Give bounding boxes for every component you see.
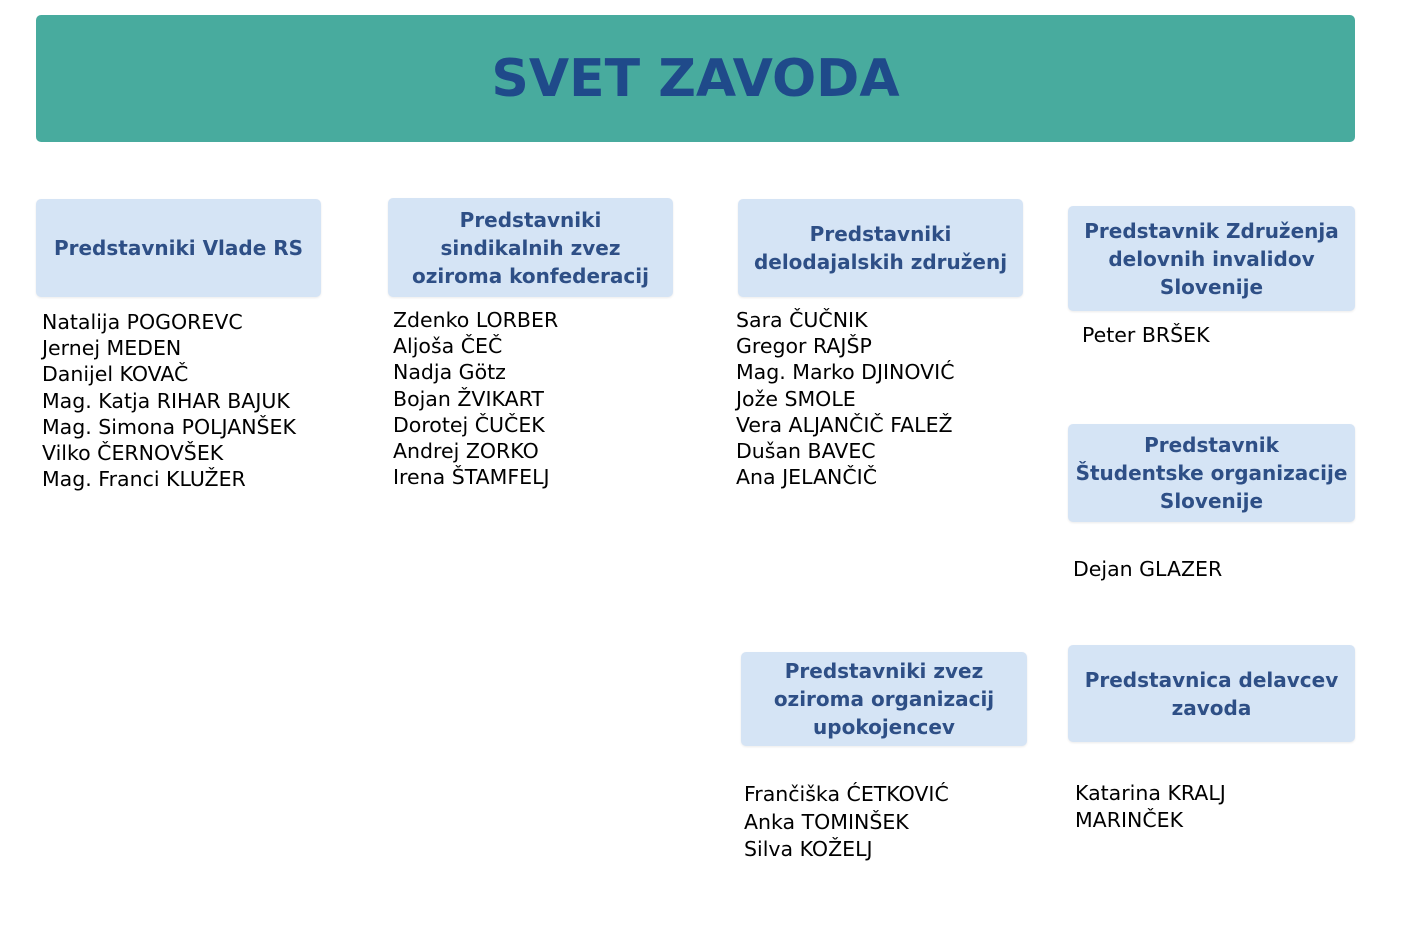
group-box-sindikati — [388, 198, 673, 297]
member-name: Jernej MEDEN — [42, 336, 182, 361]
member-name: Andrej ZORKO — [393, 439, 539, 464]
member-name: Dejan GLAZER — [1073, 557, 1223, 581]
group-box-studenti — [1068, 424, 1355, 522]
member-name: Dušan BAVEC — [736, 439, 876, 464]
member-name: Irena ŠTAMFELJ — [393, 465, 550, 490]
member-name: MARINČEK — [1075, 808, 1184, 832]
member-list-vlada — [42, 309, 296, 492]
group-heading-vlada: Predstavniki Vlade RS — [53, 236, 304, 260]
member-name: Vilko ČERNOVŠEK — [42, 441, 224, 466]
member-name: Jože SMOLE — [736, 386, 856, 411]
group-heading-delodajalci: Predstavniki delodajalskih združenj — [753, 222, 1008, 274]
member-list-sindikati — [393, 307, 558, 490]
member-list-upokojenci — [744, 781, 949, 864]
group-box-upokojenci — [741, 652, 1027, 746]
group-box-vlada — [36, 199, 321, 297]
member-name: Mag. Katja RIHAR BAJUK — [42, 388, 290, 413]
member-name: Vera ALJANČIČ FALEŽ — [736, 412, 953, 437]
group-heading-delavci: Predstavnica delavcev zavoda — [1084, 667, 1339, 720]
member-name: Anka TOMINŠEK — [744, 809, 909, 834]
group-heading-upokojenci: Predstavniki zvez oziroma organizacij upokojencev — [773, 659, 995, 739]
member-name: Danijel KOVAČ — [42, 362, 189, 387]
member-name: Aljoša ČEČ — [393, 334, 503, 359]
page-title: SVET ZAVODA — [491, 48, 900, 109]
member-list-delavci — [1075, 780, 1226, 834]
member-list-invalidi — [1082, 322, 1210, 348]
member-name: Ana JELANČIČ — [736, 465, 878, 490]
member-name: Mag. Marko DJINOVIĆ — [736, 360, 955, 385]
member-name: Sara ČUČNIK — [736, 308, 868, 332]
member-name: Katarina KRALJ — [1075, 781, 1226, 805]
group-box-delavci — [1068, 645, 1355, 742]
group-box-delodajalci — [738, 199, 1023, 297]
member-name: Mag. Franci KLUŽER — [42, 467, 246, 492]
member-name: Zdenko LORBER — [393, 308, 559, 332]
title-banner — [36, 15, 1355, 142]
group-box-invalidi — [1068, 206, 1355, 311]
member-name: Bojan ŽVIKART — [393, 386, 544, 411]
group-heading-sindikati: Predstavniki sindikalnih zvez oziroma konfederacij — [412, 207, 649, 288]
member-name: Silva KOŽELJ — [744, 837, 873, 861]
member-name: Nadja Götz — [393, 360, 506, 385]
group-heading-invalidi: Predstavnik Združenja delovnih invalidov Slovenije — [1084, 218, 1339, 299]
member-name: Peter BRŠEK — [1082, 323, 1210, 347]
member-name: Gregor RAJŠP — [736, 334, 872, 359]
member-name: Mag. Simona POLJANŠEK — [42, 414, 296, 439]
member-list-studenti — [1073, 556, 1222, 582]
member-name: Frančiška ĆETKOVIĆ — [744, 782, 949, 806]
member-name: Natalija POGOREVC — [42, 310, 243, 334]
group-heading-studenti: Predstavnik Študentske organizacije Slovenije — [1075, 433, 1348, 513]
member-name: Dorotej ČUČEK — [393, 412, 545, 437]
member-list-delodajalci — [736, 307, 955, 490]
